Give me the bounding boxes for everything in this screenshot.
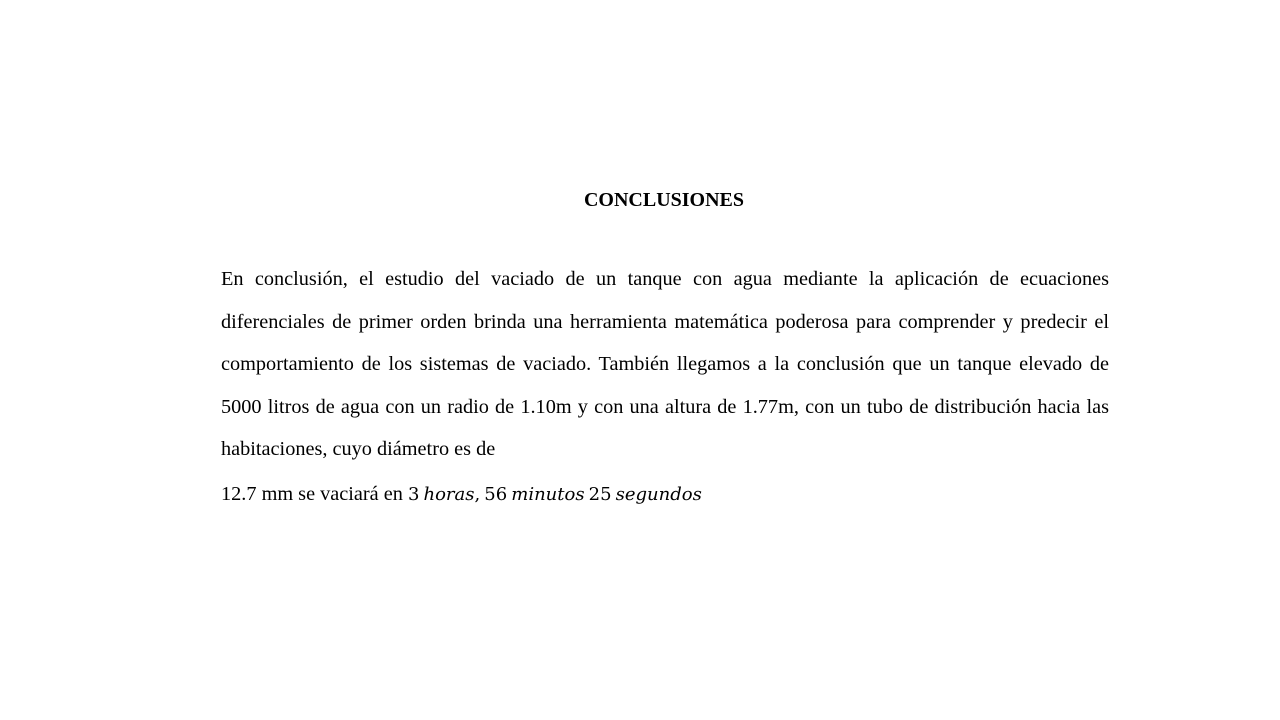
conclusion-final-line (221, 473, 1109, 517)
hours-unit: horas (423, 484, 475, 505)
seconds-value: 25 (588, 484, 612, 505)
seconds-unit: segundos (615, 484, 702, 505)
conclusion-paragraph: En conclusión, el estudio del vaciado de un tanque con agua mediante la aplicación de ecuaciones diferenciales de primer orden brinda una herramienta matemática poderosa para comprender y predecir el comportamiento de los sistemas de vaciado. También llegamos a la conclusión que un tanque elevado de 5000 litros de agua con un radio de 1.10m y con una altura de 1.77m, con un tubo de distribución hacia las habitaciones, cuyo diámetro es de (221, 268, 1109, 460)
hours-value: 3 (407, 484, 420, 505)
final-line-prefix: 12.7 mm se vaciará en (221, 483, 408, 505)
minutes-unit: minutos (511, 484, 585, 505)
minutes-value: 56 (484, 484, 508, 505)
time-separator: , (474, 484, 481, 505)
conclusions-heading: CONCLUSIONES (583, 189, 745, 211)
